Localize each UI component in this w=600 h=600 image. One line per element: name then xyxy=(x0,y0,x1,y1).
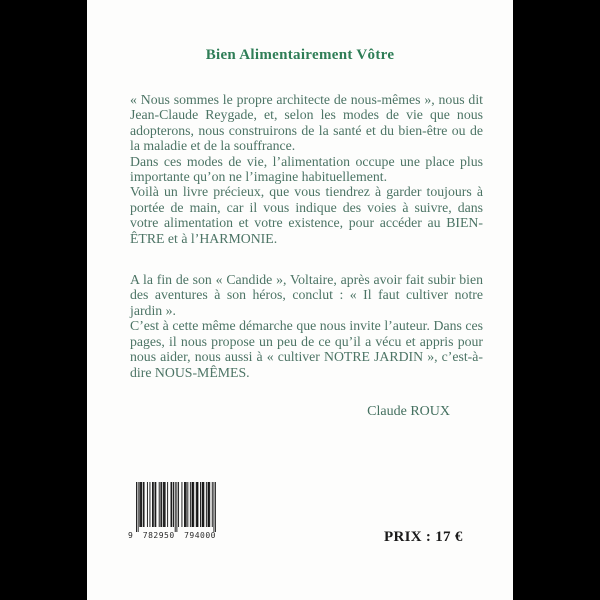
author-name: Claude ROUX xyxy=(367,404,450,419)
price-label: PRIX : 17 € xyxy=(384,529,463,545)
blurb-text xyxy=(130,92,483,380)
blurb-paragraph: C’est à cette même démarche que nous invite l’auteur. Dans ces pages, il nous propose un peu de ce qu’il a vécu et appris pour nous aider, nous aussi à « cultiver NOTRE JARDIN », c’est-à-dire NOUS-MÊMES. xyxy=(130,318,483,380)
book-title: Bien Alimentairement Vôtre xyxy=(205,47,395,63)
blurb-paragraph: « Nous sommes le propre architecte de nous-mêmes », nous dit Jean-Claude Reygade, et, selon les modes de vie que nous adopterons, nous construirons de la santé et du bien-être ou de la maladie et de la souffrance. xyxy=(130,92,483,154)
blurb-paragraph: A la fin de son « Candide », Voltaire, après avoir fait subir bien des aventures à son héros, conclut : « Il faut cultiver notre jardin ». xyxy=(130,272,483,318)
book-back-cover xyxy=(87,0,513,600)
blurb-block-1 xyxy=(130,92,483,246)
barcode-digits-group1: 782950 xyxy=(142,531,175,540)
barcode-bars xyxy=(136,482,216,532)
barcode-digit-left: 9 xyxy=(128,531,134,540)
barcode-digits-group2: 794000 xyxy=(184,531,216,540)
blurb-paragraph: Dans ces modes de vie, l’alimentation occupe une place plus importante qu’on ne l’imagine habituellement. xyxy=(130,153,483,185)
blurb-block-2 xyxy=(130,272,483,380)
blurb-paragraph: Voilà un livre précieux, que vous tiendrez à garder toujours à portée de main, car il vous indique des voies à suivre, dans votre alimentation et votre existence, pour accéder au BIEN-ÊTRE et à l’HARMONIE. xyxy=(130,184,483,246)
barcode-digits xyxy=(128,531,216,540)
ean-barcode xyxy=(128,482,216,540)
